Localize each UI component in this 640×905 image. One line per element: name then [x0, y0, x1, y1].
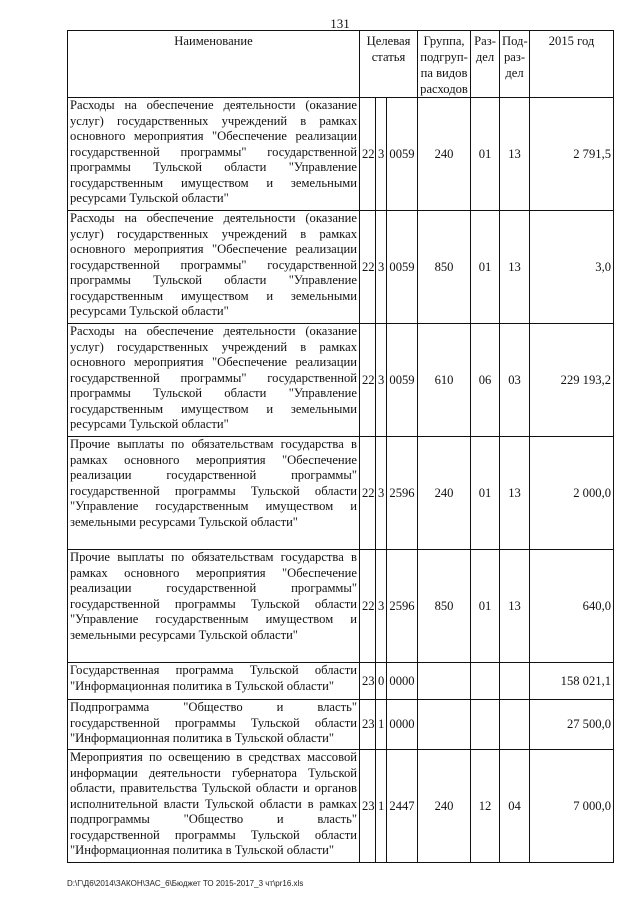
- row-article-program: 22: [360, 211, 376, 324]
- row-subsection: 13: [500, 437, 530, 550]
- row-subsection: 13: [500, 550, 530, 663]
- row-name: Расходы на обеспечение деятельности (оказание услуг) государственных учреждений в рамках основного мероприятия "Обеспечение реализации государственной программы" государственной программы Тульской области "Управление государственным имуществом и земельными ресурсами Тульской области": [68, 324, 360, 437]
- row-article-subprogram: 1: [376, 750, 387, 863]
- row-group: 610: [418, 324, 471, 437]
- row-article-program: 22: [360, 550, 376, 663]
- header-year: 2015 год: [530, 31, 614, 98]
- row-article-program: 22: [360, 98, 376, 211]
- row-article-subprogram: 3: [376, 437, 387, 550]
- row-amount: 27 500,0: [530, 700, 614, 750]
- row-article-code: 0000: [387, 663, 418, 700]
- row-subsection: 03: [500, 324, 530, 437]
- row-subsection: 04: [500, 750, 530, 863]
- header-section: Раз-дел: [471, 31, 500, 98]
- row-article-subprogram: 3: [376, 550, 387, 663]
- row-section: 01: [471, 550, 500, 663]
- row-amount: 2 791,5: [530, 98, 614, 211]
- row-article-code: 2596: [387, 437, 418, 550]
- row-name: Подпрограмма "Общество и власть" государственной программы Тульской области "Информационная политика в Тульской области": [68, 700, 360, 750]
- row-group: 850: [418, 550, 471, 663]
- row-article-subprogram: 1: [376, 700, 387, 750]
- table-row: [68, 700, 614, 750]
- row-section: 12: [471, 750, 500, 863]
- row-article-subprogram: 3: [376, 211, 387, 324]
- row-amount: 7 000,0: [530, 750, 614, 863]
- row-article-code: 0059: [387, 98, 418, 211]
- row-group: 850: [418, 211, 471, 324]
- table-row: [68, 437, 614, 550]
- row-name: Прочие выплаты по обязательствам государства в рамках основного мероприятия "Обеспечение реализации государственной программы" государственной программы Тульской области "Управление государственным имуществом и земельными ресурсами Тульской области": [68, 437, 360, 550]
- row-article-program: 22: [360, 324, 376, 437]
- row-amount: 2 000,0: [530, 437, 614, 550]
- header-name: Наименование: [68, 31, 360, 98]
- row-article-program: 22: [360, 437, 376, 550]
- row-name: Расходы на обеспечение деятельности (оказание услуг) государственных учреждений в рамках основного мероприятия "Обеспечение реализации государственной программы" государственной программы Тульской области "Управление государственным имуществом и земельными ресурсами Тульской области": [68, 211, 360, 324]
- row-article-subprogram: 0: [376, 663, 387, 700]
- row-name: Мероприятия по освещению в средствах массовой информации деятельности губернатора Тульской области, правительства Тульской области и органов исполнительной власти Тульской области в рамках подпрограммы "Общество и власть" государственной программы Тульской области "Информационная политика в Тульской области": [68, 750, 360, 863]
- row-article-code: 2596: [387, 550, 418, 663]
- row-section: [471, 663, 500, 700]
- row-name: Государственная программа Тульской области "Информационная политика в Тульской области": [68, 663, 360, 700]
- row-section: 01: [471, 437, 500, 550]
- row-section: 06: [471, 324, 500, 437]
- row-article-program: 23: [360, 750, 376, 863]
- row-article-program: 23: [360, 663, 376, 700]
- row-article-subprogram: 3: [376, 98, 387, 211]
- header-subsection: Под-раз-дел: [500, 31, 530, 98]
- row-section: 01: [471, 98, 500, 211]
- table-row: [68, 750, 614, 863]
- table-row: [68, 550, 614, 663]
- row-section: 01: [471, 211, 500, 324]
- table-row: [68, 211, 614, 324]
- row-group: 240: [418, 437, 471, 550]
- table-row: [68, 663, 614, 700]
- table-row: [68, 98, 614, 211]
- header-article: Целевая статья: [360, 31, 418, 98]
- row-subsection: [500, 700, 530, 750]
- page-number: 131: [330, 16, 350, 31]
- row-article-code: 0059: [387, 211, 418, 324]
- table-row: [68, 324, 614, 437]
- row-subsection: [500, 663, 530, 700]
- row-subsection: 13: [500, 211, 530, 324]
- header-row: [68, 31, 614, 98]
- row-article-program: 23: [360, 700, 376, 750]
- row-group: 240: [418, 750, 471, 863]
- row-article-code: 0059: [387, 324, 418, 437]
- row-group: [418, 700, 471, 750]
- row-section: [471, 700, 500, 750]
- row-amount: 158 021,1: [530, 663, 614, 700]
- budget-table: [67, 30, 614, 863]
- file-path-footer: D:\Г\Д6\2014\ЗАКОН\ЗАС_6\Бюджет ТО 2015-2017_3 чт\pr16.xls: [67, 879, 304, 888]
- header-group: Группа, подгруп-па видов расходов: [418, 31, 471, 98]
- row-group: [418, 663, 471, 700]
- row-amount: 229 193,2: [530, 324, 614, 437]
- row-group: 240: [418, 98, 471, 211]
- row-article-code: 2447: [387, 750, 418, 863]
- row-name: Прочие выплаты по обязательствам государства в рамках основного мероприятия "Обеспечение реализации государственной программы" государственной программы Тульской области "Управление государственным имуществом и земельными ресурсами Тульской области": [68, 550, 360, 663]
- row-article-code: 0000: [387, 700, 418, 750]
- row-name: Расходы на обеспечение деятельности (оказание услуг) государственных учреждений в рамках основного мероприятия "Обеспечение реализации государственной программы" государственной программы Тульской области "Управление государственным имуществом и земельными ресурсами Тульской области": [68, 98, 360, 211]
- row-subsection: 13: [500, 98, 530, 211]
- row-article-subprogram: 3: [376, 324, 387, 437]
- row-amount: 3,0: [530, 211, 614, 324]
- row-amount: 640,0: [530, 550, 614, 663]
